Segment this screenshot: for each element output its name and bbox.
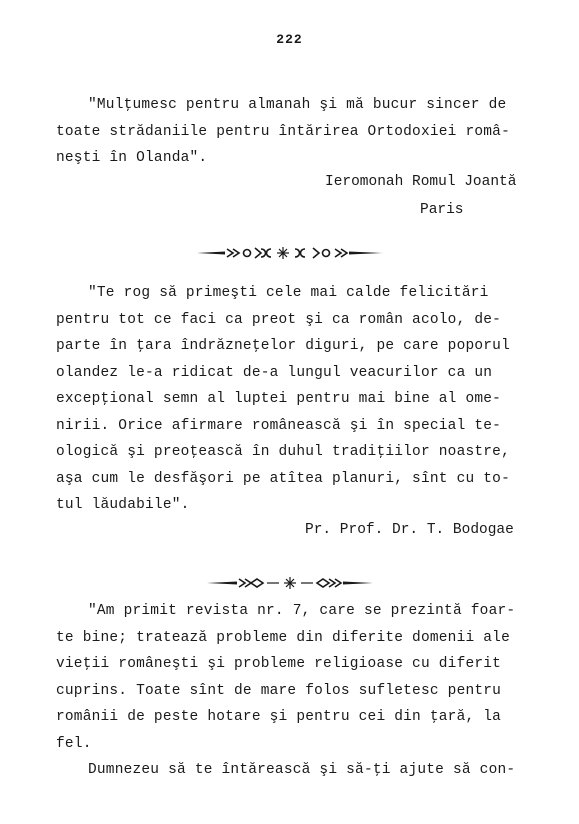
letter-3-line: fel. xyxy=(56,735,92,752)
ornament-divider-2 xyxy=(0,576,579,590)
letter-3-line: te bine; tratează probleme din diferite domenii ale xyxy=(56,629,510,646)
letter-2-line: tul lăudabile". xyxy=(56,497,190,513)
letter-2-line: parte în ţara îndrăzneţelor diguri, pe care poporul xyxy=(56,338,510,354)
letter-2-line: "Te rog să primeşti cele mai calde felicitări xyxy=(88,285,489,301)
letter-3-line: românii de peste hotare şi pentru cei din ţară, la xyxy=(56,709,502,725)
letter-2-line: nirii. Orice afirmare românească şi în special te- xyxy=(56,417,502,434)
ornament-divider-1 xyxy=(0,246,579,260)
page-number: 222 xyxy=(276,32,303,47)
letter-1-signature-name: Ieromonah Romul Joantă xyxy=(325,174,517,190)
letter-2-line: ologică şi preoţească în duhul tradiţiilor noastre, xyxy=(56,444,510,460)
letter-1-line: neşti în Olanda". xyxy=(56,150,208,166)
letter-2-body xyxy=(56,280,556,519)
letter-1-line: toate strădaniile pentru întărirea Ortodoxiei româ- xyxy=(56,123,510,140)
letter-2-line: excepţional semn al luptei pentru mai bine al ome- xyxy=(56,391,502,407)
letter-2-signature-name: Pr. Prof. Dr. T. Bodogae xyxy=(305,522,514,538)
letter-2-line: pentru tot ce faci ca preot şi ca român acolo, de- xyxy=(56,311,502,328)
ornament-divider-1-graphic xyxy=(195,246,385,260)
ornament-divider-2-graphic xyxy=(205,576,375,590)
letter-1-line: "Mulţumesc pentru almanah şi mă bucur sincer de xyxy=(88,97,507,113)
letter-1-body xyxy=(56,92,556,172)
letter-1-signature-place: Paris xyxy=(420,202,464,218)
letter-3-line: "Am primit revista nr. 7, care se prezintă foar- xyxy=(88,603,516,619)
letter-2-line: aşa cum le desfăşori pe atîtea planuri, sînt cu to- xyxy=(56,470,510,487)
letter-3-body xyxy=(56,598,556,784)
letter-3-line: cuprins. Toate sînt de mare folos sufletesc pentru xyxy=(56,682,502,699)
letter-3-line: Dumnezeu să te întărească şi să-ţi ajute să con- xyxy=(88,762,516,778)
letter-2-line: olandez le-a ridicat de-a lungul veacurilor ca un xyxy=(56,364,493,381)
letter-3-line: vieţii româneşti şi probleme religioase cu diferit xyxy=(56,656,502,672)
